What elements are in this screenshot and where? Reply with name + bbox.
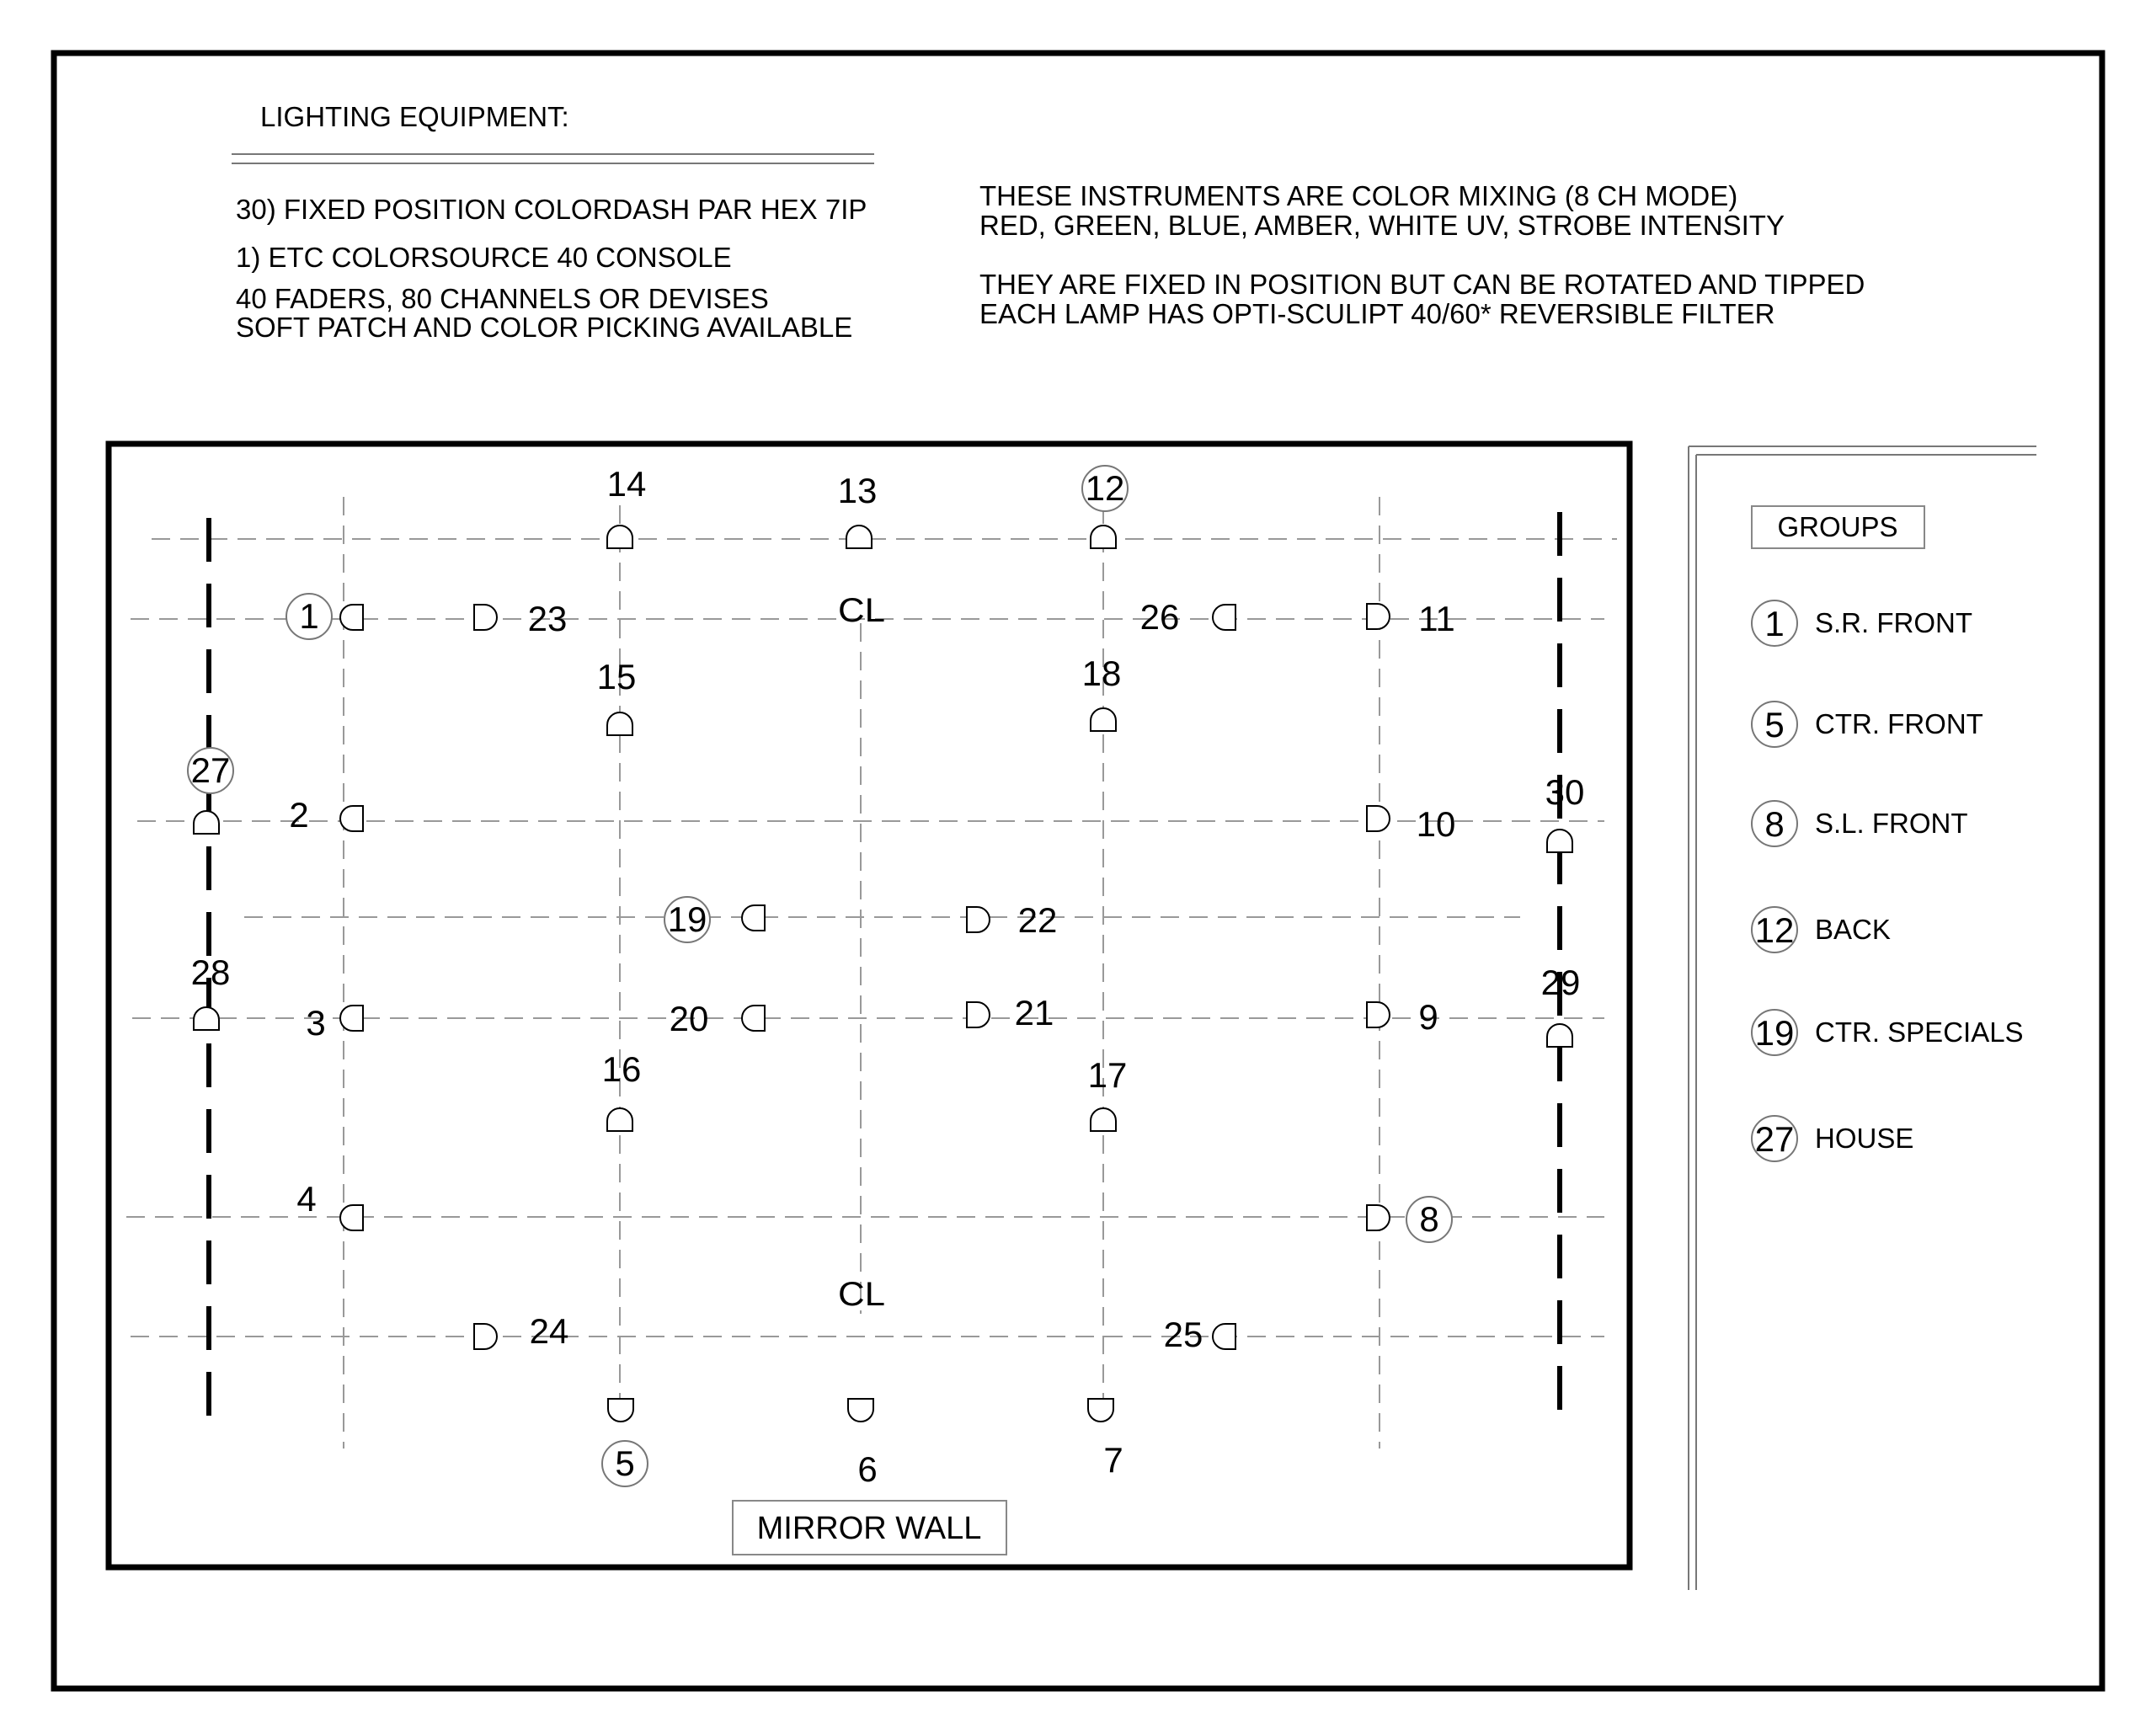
group-number: 19 [1754, 1013, 1795, 1053]
fixture-symbol-icon [1367, 1205, 1390, 1230]
fixture-label: 26 [1139, 597, 1180, 637]
fixture-label: 17 [1087, 1055, 1128, 1095]
fixture-label: 13 [837, 471, 878, 510]
fixture-symbol-icon [474, 605, 497, 630]
equipment-item: 40 FADERS, 80 CHANNELS OR DEVISES [236, 283, 769, 314]
equipment-note: THESE INSTRUMENTS ARE COLOR MIXING (8 CH MODE) [979, 180, 1738, 211]
equipment-item: SOFT PATCH AND COLOR PICKING AVAILABLE [236, 312, 853, 343]
equipment-heading: LIGHTING EQUIPMENT: [260, 101, 569, 132]
fixture-label: 1 [299, 596, 319, 636]
fixture-symbol-icon [1367, 604, 1390, 629]
fixture-symbol-icon [607, 712, 632, 735]
fixture-19 [664, 897, 765, 942]
svg-text:CL: CL [838, 592, 885, 629]
fixture-symbol-icon [742, 905, 765, 931]
fixture-label: 14 [606, 464, 647, 504]
equipment-note: RED, GREEN, BLUE, AMBER, WHITE UV, STROBE INTENSITY [979, 210, 1785, 241]
group-legend-item [1752, 907, 1891, 952]
fixture-label: 29 [1540, 963, 1581, 1002]
fixture-label: 5 [615, 1443, 635, 1483]
group-number: 27 [1754, 1119, 1795, 1159]
fixture-14 [607, 464, 647, 548]
fixture-symbol-icon [608, 1399, 633, 1422]
fixture-15 [597, 657, 637, 735]
fixture-9 [1367, 997, 1438, 1037]
fixture-label: 12 [1085, 468, 1125, 508]
group-number: 5 [1764, 705, 1785, 744]
group-legend-item [1752, 1116, 1913, 1161]
fixture-1 [286, 594, 363, 639]
fixture-symbol-icon [1213, 605, 1235, 630]
groups-title: GROUPS [1777, 511, 1898, 542]
group-label: S.R. FRONT [1815, 607, 1972, 638]
group-number: 8 [1764, 804, 1785, 844]
fixture-symbol-icon [1547, 830, 1572, 852]
group-label: CTR. FRONT [1815, 708, 1983, 739]
fixture-label: 24 [529, 1311, 569, 1351]
fixture-symbol-icon [340, 1205, 363, 1230]
equipment-item: 1) ETC COLORSOURCE 40 CONSOLE [236, 242, 732, 273]
fixture-label: 3 [306, 1003, 326, 1043]
fixture-symbol-icon [194, 1007, 219, 1030]
fixture-label: 19 [667, 899, 707, 939]
mirror-wall-label: MIRROR WALL [756, 1511, 982, 1546]
fixture-25 [1164, 1315, 1235, 1354]
fixture-18 [1082, 654, 1122, 731]
fixture-label: 16 [601, 1049, 642, 1089]
fixture-7 [1088, 1399, 1123, 1480]
fixture-6 [848, 1399, 878, 1489]
group-legend-item [1752, 1010, 2024, 1055]
fixture-3 [306, 1003, 363, 1043]
fixture-2 [289, 795, 363, 835]
fixture-26 [1140, 597, 1235, 637]
fixture-symbol-icon [1547, 1024, 1572, 1047]
fixture-symbol-icon [474, 1324, 497, 1349]
centerline-mark [838, 1276, 885, 1313]
fixture-10 [1367, 804, 1455, 844]
group-number: 1 [1764, 604, 1785, 643]
group-label: S.L. FRONT [1815, 808, 1968, 839]
fixture-22 [967, 900, 1057, 940]
equipment-note: EACH LAMP HAS OPTI-SCULIPT 40/60* REVERSIBLE FILTER [979, 298, 1775, 329]
fixture-symbol-icon [607, 526, 632, 548]
equipment-note: THEY ARE FIXED IN POSITION BUT CAN BE ROTATED AND TIPPED [979, 269, 1865, 300]
fixture-symbol-icon [846, 526, 872, 548]
fixture-30 [1545, 772, 1585, 852]
fixture-label: 22 [1017, 900, 1058, 940]
group-legend-item [1752, 702, 1983, 747]
fixture-symbol-icon [848, 1399, 873, 1422]
fixture-symbol-icon [1091, 1108, 1116, 1131]
group-label: CTR. SPECIALS [1815, 1016, 2024, 1048]
fixture-12 [1082, 466, 1128, 548]
fixture-symbol-icon [1088, 1399, 1113, 1422]
fixture-11 [1367, 599, 1455, 638]
fixture-symbol-icon [742, 1006, 765, 1031]
fixture-symbol-icon [1367, 806, 1390, 831]
fixture-symbol-icon [1091, 526, 1116, 548]
group-legend-item [1752, 801, 1968, 846]
fixture-label: 21 [1014, 993, 1054, 1032]
fixture-label: 6 [857, 1449, 878, 1489]
fixture-8 [1367, 1197, 1452, 1242]
fixture-label: 4 [296, 1179, 317, 1219]
fixture-symbol-icon [1213, 1324, 1235, 1349]
centerline-mark [838, 592, 885, 629]
fixture-16 [602, 1049, 642, 1131]
fixture-label: 9 [1418, 997, 1438, 1037]
svg-text:CL: CL [838, 1276, 885, 1313]
fixture-17 [1088, 1055, 1128, 1131]
fixture-symbol-icon [340, 1006, 363, 1031]
fixture-symbol-icon [340, 806, 363, 831]
fixture-label: 11 [1418, 599, 1455, 638]
fixture-21 [967, 993, 1054, 1032]
fixture-13 [838, 471, 878, 548]
fixture-symbol-icon [967, 907, 990, 932]
fixture-symbol-icon [1091, 708, 1116, 731]
fixture-label: 18 [1081, 654, 1122, 693]
group-number: 12 [1754, 910, 1795, 950]
fixture-label: 7 [1103, 1440, 1123, 1480]
fixture-4 [296, 1179, 363, 1230]
fixture-label: 10 [1416, 804, 1456, 844]
fixture-label: 23 [527, 599, 568, 638]
fixture-label: 15 [596, 657, 637, 696]
fixture-5 [602, 1399, 648, 1486]
fixture-symbol-icon [1367, 1002, 1390, 1027]
equipment-item: 30) FIXED POSITION COLORDASH PAR HEX 7IP [236, 194, 867, 225]
fixture-label: 30 [1545, 772, 1585, 812]
fixture-label: 2 [289, 795, 309, 835]
fixture-symbol-icon [607, 1108, 632, 1131]
group-legend-item [1752, 600, 1972, 646]
fixture-symbol-icon [967, 1002, 990, 1027]
group-label: BACK [1815, 914, 1891, 945]
fixture-symbol-icon [194, 811, 219, 834]
group-label: HOUSE [1815, 1123, 1914, 1154]
fixture-symbol-icon [340, 605, 363, 630]
fixture-24 [474, 1311, 568, 1351]
fixture-label: 8 [1419, 1199, 1439, 1239]
fixture-label: 28 [190, 952, 231, 992]
fixture-label: 20 [669, 999, 709, 1038]
fixture-label: 27 [190, 750, 231, 790]
fixture-label: 25 [1163, 1315, 1203, 1354]
